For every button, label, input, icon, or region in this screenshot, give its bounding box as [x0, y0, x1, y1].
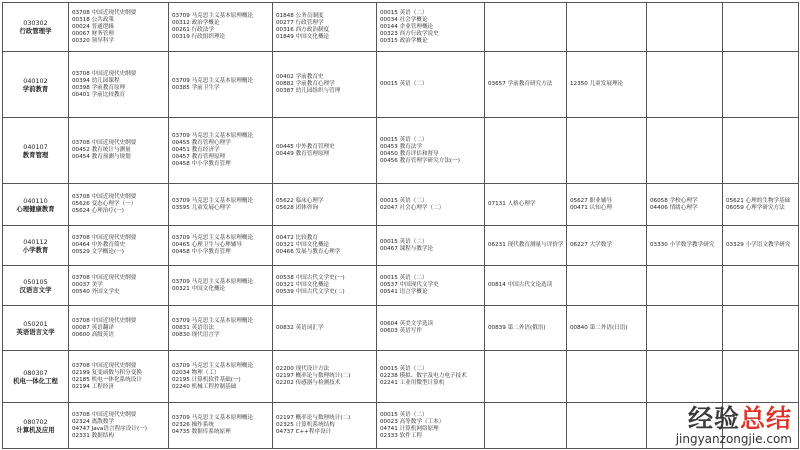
course-cell — [647, 52, 723, 118]
course-entry: 05628 团体咨询 — [276, 204, 318, 211]
major-cell — [3, 226, 69, 266]
course-entry: 04747 Java语言程序设计(一) — [72, 425, 147, 432]
course-cell — [377, 266, 485, 306]
course-cell — [377, 351, 485, 403]
course-entry: 00457 教育管理原理 — [172, 154, 226, 160]
course-cell — [567, 118, 647, 184]
course-entry: 02197 概率论与数理统计(二) — [276, 415, 351, 421]
course-cell — [377, 3, 485, 52]
major-name: 英语语言文学 — [16, 328, 55, 336]
course-entry: 00015 英语（二） — [380, 136, 428, 143]
course-entry: 03329 小学语文教学研究 — [726, 242, 791, 248]
course-entry: 03708 中国近现代史纲要 — [72, 9, 137, 16]
course-entry: 03708 中国近现代史纲要 — [72, 411, 137, 418]
course-entry: 00458 中小学教育管理 — [172, 161, 231, 167]
course-cell — [485, 351, 567, 403]
course-entry: 03709 马克思主义基本原理概论 — [172, 77, 254, 84]
course-entry: 00015 英语（二） — [380, 9, 428, 16]
course-entry: 03708 中国近现代史纲要 — [72, 362, 137, 369]
course-entry: 00318 公共政策 — [72, 16, 114, 23]
table-row — [3, 266, 799, 306]
major-name: 心理健康教育 — [16, 204, 55, 213]
course-entry: 00840 第二外语(日语) — [570, 324, 628, 331]
course-entry: 00402 学前教育史 — [276, 74, 324, 80]
exam-course-table — [2, 2, 799, 449]
course-cell — [723, 118, 799, 184]
course-cell — [377, 184, 485, 226]
major-name: 教育管理 — [22, 150, 49, 159]
major-cell — [3, 266, 69, 306]
course-entry: 06227 大学数学 — [570, 242, 612, 248]
course-entry: 03709 马克思主义基本原理概论 — [172, 13, 254, 19]
course-cell — [69, 351, 169, 403]
course-entry: 00394 幼儿园课程 — [72, 77, 120, 84]
course-entry: 00449 教育管理原理 — [276, 150, 330, 157]
major-cell — [3, 118, 69, 184]
course-cell — [485, 306, 567, 351]
course-cell — [273, 52, 377, 118]
major-code: 040112 — [23, 237, 48, 246]
course-cell — [69, 118, 169, 184]
course-cell — [567, 266, 647, 306]
course-entry: 00015 英语（二） — [380, 238, 428, 245]
major-name: 学前教育 — [22, 84, 49, 93]
course-entry: 00067 财务管理 — [72, 30, 114, 37]
course-cell — [273, 3, 377, 52]
course-entry: 00456 教育管理学研究方法(一) — [380, 157, 460, 164]
major-name: 计算机及应用 — [16, 425, 55, 434]
course-entry: 00445 中外教育管理史 — [276, 143, 335, 150]
course-cell — [723, 351, 799, 403]
course-entry: 00015 英语（二） — [380, 275, 428, 281]
course-cell — [485, 266, 567, 306]
course-entry: 00539 中国古代文学史(二) — [276, 289, 345, 295]
course-entry: 00037 美学 — [72, 282, 103, 288]
course-entry: 02331 数据结构 — [72, 432, 114, 439]
major-name: 行政管理学 — [19, 27, 52, 35]
course-cell — [169, 266, 273, 306]
course-entry: 00387 幼儿园组织与管理 — [276, 88, 341, 94]
course-cell — [485, 184, 567, 226]
course-entry: 12350 儿童发展理论 — [570, 81, 624, 87]
course-entry: 02241 工业用微型计算机 — [380, 380, 445, 386]
course-cell — [723, 226, 799, 266]
course-cell — [723, 266, 799, 306]
watermark — [676, 405, 792, 446]
course-entry: 00385 学前卫生学 — [172, 84, 220, 91]
course-cell — [723, 3, 799, 52]
course-cell — [485, 3, 567, 52]
course-cell — [485, 118, 567, 184]
course-cell — [647, 266, 723, 306]
course-cell — [567, 226, 647, 266]
course-cell — [273, 266, 377, 306]
table-row — [3, 184, 799, 226]
course-entry: 00321 中国文化概论 — [276, 282, 330, 288]
course-cell — [273, 118, 377, 184]
course-entry: 02199 复变函数与积分变换 — [72, 369, 142, 376]
course-entry: 00087 英语翻译 — [72, 324, 114, 331]
course-cell — [273, 226, 377, 266]
course-entry: 00015 英语（二） — [380, 197, 428, 204]
course-entry: 02197 概率论与数理统计(二) — [276, 373, 351, 379]
course-entry: 03709 马克思主义基本原理概论 — [172, 278, 254, 285]
course-cell — [169, 118, 273, 184]
course-entry: 03708 中国近现代史纲要 — [72, 235, 137, 241]
course-entry: 05626 变态心理学（一） — [72, 201, 137, 207]
course-entry: 00604 英美文学选读 — [380, 321, 434, 327]
course-cell — [647, 184, 723, 226]
major-cell — [3, 403, 69, 449]
course-entry: 00316 西方政治制度 — [276, 27, 330, 33]
course-cell — [485, 52, 567, 118]
course-cell — [169, 226, 273, 266]
major-name: 机电一体化工程 — [13, 376, 58, 385]
major-name: 小学教育 — [22, 245, 49, 254]
course-entry: 00452 教育统计与测量 — [72, 147, 131, 153]
watermark-url: jingyanzongjie.com — [675, 432, 792, 446]
table-row — [3, 118, 799, 184]
course-entry: 03595 儿童发展心理学 — [172, 204, 231, 211]
course-entry: 00600 高级英语 — [72, 331, 114, 338]
course-entry: 01848 公务员制度 — [276, 13, 324, 19]
course-entry: 03709 马克思主义基本原理概论 — [172, 415, 254, 421]
course-cell — [377, 403, 485, 449]
course-entry: 00321 中国文化概论 — [172, 285, 226, 292]
course-entry: 03709 马克思主义基本原理概论 — [172, 362, 254, 369]
table-body — [3, 3, 799, 449]
course-entry: 02202 传感器与检测技术 — [276, 380, 341, 386]
table-row — [3, 306, 799, 351]
course-cell — [647, 118, 723, 184]
course-entry: 05627 职业辅导 — [570, 197, 612, 204]
course-entry: 00144 企业管理概论 — [380, 23, 434, 30]
course-entry: 00015 英语（二） — [380, 366, 428, 372]
course-cell — [647, 351, 723, 403]
course-cell — [69, 306, 169, 351]
major-code: 050201 — [23, 320, 48, 328]
course-cell — [169, 184, 273, 226]
course-entry: 00277 行政管理学 — [276, 20, 324, 26]
course-cell — [567, 306, 647, 351]
table-row — [3, 3, 799, 52]
course-entry: 06058 学校心理学 — [650, 197, 698, 204]
course-entry: 00315 政治学概论 — [380, 37, 428, 44]
major-name: 汉语言文学 — [19, 285, 52, 294]
table-row — [3, 52, 799, 118]
course-entry: 00015 英语（二） — [380, 81, 428, 87]
course-entry: 00015 英语（二） — [380, 411, 428, 418]
course-entry: 00538 中国古代文学史(一) — [276, 275, 345, 281]
major-code: 040110 — [23, 196, 48, 205]
course-cell — [69, 3, 169, 52]
course-cell — [485, 403, 567, 449]
course-entry: 04737 C++程序设计 — [276, 429, 332, 435]
course-entry: 04406 情绪心理学 — [650, 204, 698, 211]
course-cell — [169, 3, 273, 52]
course-cell — [567, 403, 647, 449]
course-cell — [69, 52, 169, 118]
course-cell — [647, 3, 723, 52]
course-entry: 00312 政治学概论 — [172, 20, 220, 26]
course-cell — [723, 306, 799, 351]
major-cell — [3, 306, 69, 351]
course-entry: 01849 中国文化概论 — [276, 34, 330, 40]
course-cell — [273, 351, 377, 403]
course-cell — [567, 351, 647, 403]
course-entry: 00450 教育评估和督导 — [380, 150, 439, 157]
course-entry: 02195 计算机软件基础(一) — [172, 376, 241, 383]
course-entry: 00323 西方行政学说史 — [380, 30, 439, 37]
course-cell — [273, 403, 377, 449]
course-entry: 00455 教育管理心理学 — [172, 140, 231, 146]
major-code: 080307 — [23, 368, 48, 377]
course-entry: 00831 英语语法 — [172, 324, 214, 331]
major-cell — [3, 3, 69, 52]
course-cell — [377, 52, 485, 118]
course-cell — [377, 306, 485, 351]
course-entry: 02326 操作系统 — [172, 422, 214, 428]
course-entry: 00023 高等数学（工本） — [380, 418, 445, 425]
course-entry: 00464 中外教育简史 — [72, 242, 126, 248]
course-entry: 00453 教育法学 — [380, 143, 422, 150]
course-entry: 02238 模拟、数字及电力电子技术 — [380, 373, 467, 379]
course-cell — [69, 266, 169, 306]
course-cell — [273, 184, 377, 226]
course-cell — [567, 3, 647, 52]
course-entry: 00830 现代语言学 — [172, 331, 220, 338]
course-entry: 03709 马克思主义基本原理概论 — [172, 133, 254, 139]
course-cell — [485, 226, 567, 266]
major-code: 040102 — [23, 76, 48, 85]
course-entry: 00471 认知心理 — [570, 204, 612, 211]
course-entry: 03657 学前教育研究方法 — [488, 81, 553, 87]
course-entry: 06231 现代教育测量与评价学 — [488, 242, 564, 248]
course-cell — [69, 403, 169, 449]
course-entry: 05622 临床心理学 — [276, 197, 324, 204]
course-entry: 02240 机械工程控制基础 — [172, 383, 237, 390]
course-entry: 02333 软件工程 — [380, 432, 422, 439]
course-entry: 02034 物理（工） — [172, 369, 220, 376]
course-entry: 00451 教育经济学 — [172, 147, 220, 153]
major-code: 030302 — [23, 19, 48, 27]
course-entry: 00458 中小学教育管理 — [172, 249, 231, 255]
course-entry: 03708 中国近现代史纲要 — [72, 70, 137, 77]
course-entry: 05621 心理的生物学基础 — [726, 197, 791, 204]
course-cell — [169, 52, 273, 118]
course-entry: 00529 文学概论(一) — [72, 249, 124, 255]
course-entry: 00398 学前教育原理 — [72, 84, 126, 91]
major-cell — [3, 351, 69, 403]
course-entry: 04741 计算机网络原理 — [380, 425, 439, 432]
course-entry: 07131 人格心理学 — [488, 201, 536, 207]
course-entry: 00321 中国文化概论 — [276, 242, 330, 248]
course-entry: 00832 英语词汇学 — [276, 324, 324, 331]
major-code: 040107 — [23, 142, 48, 151]
course-entry: 02194 工程经济 — [72, 383, 114, 390]
course-cell — [723, 52, 799, 118]
major-code: 080702 — [23, 417, 48, 426]
course-entry: 04735 数据库系统原理 — [172, 429, 231, 435]
course-entry: 00319 行政组织理论 — [172, 34, 226, 40]
course-cell — [169, 403, 273, 449]
table-row — [3, 351, 799, 403]
course-cell — [567, 52, 647, 118]
course-entry: 00024 普通逻辑 — [72, 23, 114, 30]
major-code: 050105 — [23, 277, 48, 286]
course-entry: 00467 课程与教学论 — [380, 245, 434, 252]
course-entry: 00839 第二外语(俄语) — [488, 324, 546, 331]
course-entry: 00401 学前比较教育 — [72, 91, 126, 98]
course-entry: 02325 计算机系统结构 — [276, 422, 335, 428]
course-entry: 00472 比较教育 — [276, 235, 318, 241]
course-cell — [69, 184, 169, 226]
watermark-logo: 经验总结 — [687, 404, 792, 433]
course-entry: 00814 中国古代文论选读 — [488, 282, 553, 288]
course-entry: 03708 中国近现代史纲要 — [72, 317, 137, 324]
course-entry: 00034 社会学概论 — [380, 16, 428, 23]
major-cell — [3, 52, 69, 118]
course-entry: 02200 现代设计方法 — [276, 366, 330, 372]
course-entry: 00320 领导科学 — [72, 37, 114, 44]
course-cell — [169, 306, 273, 351]
course-entry: 03708 中国近现代史纲要 — [72, 140, 137, 146]
course-entry: 03330 小学数学教学研究 — [650, 242, 715, 248]
course-cell — [723, 184, 799, 226]
major-cell — [3, 184, 69, 226]
table-row — [3, 226, 799, 266]
course-entry: 00603 英语写作 — [380, 328, 422, 334]
course-cell — [647, 226, 723, 266]
course-entry: 02047 社会心理学（二） — [380, 204, 445, 211]
course-cell — [69, 226, 169, 266]
course-cell — [567, 184, 647, 226]
course-entry: 05624 心理治疗(一) — [72, 208, 124, 214]
course-entry: 00466 发展与教育心理学 — [276, 249, 341, 255]
course-entry: 02324 离散数学 — [72, 418, 114, 425]
course-cell — [377, 118, 485, 184]
course-entry: 00465 心理卫生与心理辅导 — [172, 242, 242, 248]
course-cell — [647, 306, 723, 351]
course-entry: 03709 马克思主义基本原理概论 — [172, 197, 254, 204]
course-entry: 00541 语言学概论 — [380, 289, 428, 295]
course-entry: 03708 中国近现代史纲要 — [72, 275, 137, 281]
course-entry: 03709 马克思主义基本原理概论 — [172, 317, 254, 324]
course-entry: 00454 教育预测与规划 — [72, 154, 131, 160]
course-entry: 00261 行政法学 — [172, 27, 214, 33]
course-entry: 00537 中国现代文学史 — [380, 282, 439, 288]
course-cell — [273, 306, 377, 351]
course-entry: 06059 心理学研究方法 — [726, 204, 785, 211]
course-entry: 03709 马克思主义基本原理概论 — [172, 235, 254, 241]
course-entry: 00882 学前教育心理学 — [276, 81, 335, 87]
course-entry: 03708 中国近现代史纲要 — [72, 194, 137, 200]
course-entry: 02185 机电一体化系统设计 — [72, 376, 142, 383]
course-cell — [377, 226, 485, 266]
course-cell — [169, 351, 273, 403]
course-entry: 00540 外国文学史 — [72, 289, 120, 295]
